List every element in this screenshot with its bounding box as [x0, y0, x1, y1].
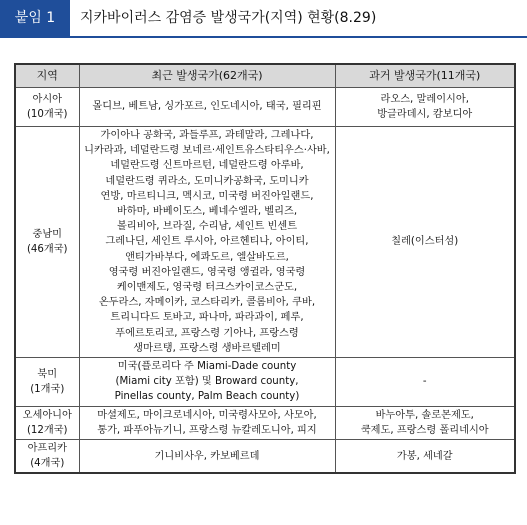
region-cell: 북미 (1개국)	[15, 358, 79, 407]
region-cell: 중남미 (46개국)	[15, 127, 79, 358]
page-header	[0, 0, 527, 36]
page-title: 지카바이러스 감염증 발생국가(지역) 현황(8.29)	[80, 10, 377, 26]
recent-countries-cell: 미국(플로리다 주 Miami-Dade county (Miami city 포함) 및 Broward county, Pinellas county, Palm Beach county)	[79, 358, 335, 407]
attachment-badge: 붙임 1	[0, 0, 70, 36]
table-row	[15, 88, 515, 127]
header-past: 과거 발생국가(11개국)	[335, 64, 515, 88]
recent-countries-cell: 가이아나 공화국, 과들루프, 과테말라, 그레나다, 니카라과, 네덜란드령 보네르·세인트유스타티우스·사바, 네덜란드령 신트마르턴, 네덜란드령 아루바, 네덜란드령 퀴라소, 도미니카공화국, 도미니카 연방, 마르티니크, 멕시코, 미국령 버진아일랜드, 바하마, 바베이도스, 베네수엘라, 벨리즈, 볼리비아, 브라질, 수리남, 세인트 빈센트 그레나딘, 세인트 루시아, 아르헨티나, 아이티, 앤티가바부다, 에콰도르, 엘살바도르, 영국령 버진아일랜드, 영국령 앵귈라, 영국령 케이맨제도, 영국령 터크스카이코스군도, 온두라스, 자메이카, 코스타리카, 콜롬비아, 쿠바, 트리니다드 토바고, 파나마, 파라과이, 페루, 푸에르토리코, 프랑스령 기아나, 프랑스령 생마르탱, 프랑스령 생바르텔레미	[79, 127, 335, 358]
table-row	[15, 127, 515, 358]
header-recent: 최근 발생국가(62개국)	[79, 64, 335, 88]
table-row	[15, 358, 515, 407]
past-countries-cell: 가봉, 세네갈	[335, 440, 515, 474]
header-region: 지역	[15, 64, 79, 88]
table-row	[15, 440, 515, 474]
region-cell: 아시아 (10개국)	[15, 88, 79, 127]
region-cell: 오세아니아 (12개국)	[15, 406, 79, 439]
recent-countries-cell: 마셜제도, 마이크로네시아, 미국령사모아, 사모아, 통가, 파푸아뉴기니, 프랑스령 뉴칼레도니아, 피지	[79, 406, 335, 439]
recent-countries-cell: 기니비사우, 카보베르데	[79, 440, 335, 474]
past-countries-cell: 바누아투, 솔로몬제도, 쿡제도, 프랑스령 폴리네시아	[335, 406, 515, 439]
region-cell: 아프리카 (4개국)	[15, 440, 79, 474]
past-countries-cell: 칠레(이스터섬)	[335, 127, 515, 358]
past-countries-cell: 라오스, 말레이시아, 방글라데시, 캄보디아	[335, 88, 515, 127]
header-divider	[0, 36, 527, 38]
recent-countries-cell: 몰디브, 베트남, 싱가포르, 인도네시아, 태국, 필리핀	[79, 88, 335, 127]
outbreak-country-table	[14, 63, 516, 474]
table-header-row	[15, 64, 515, 88]
past-countries-cell: -	[335, 358, 515, 407]
table-row	[15, 406, 515, 439]
